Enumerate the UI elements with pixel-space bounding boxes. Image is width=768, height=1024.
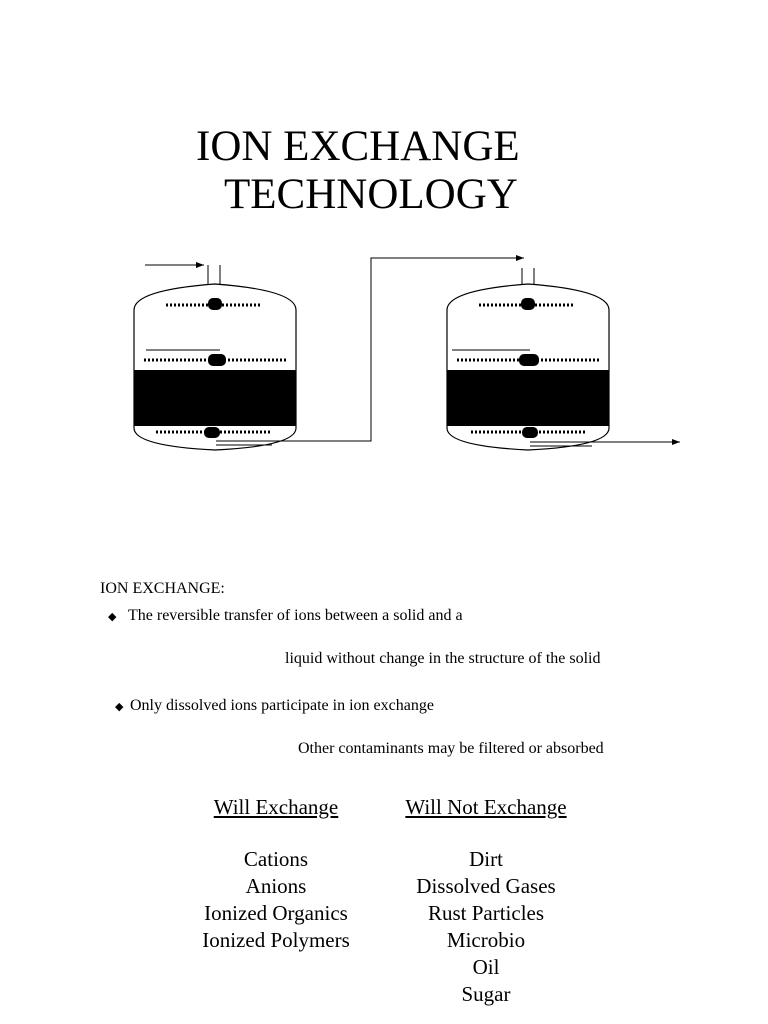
will-exchange-item: Anions [245,874,307,898]
bullet-2-glyph: ◆ [115,701,124,713]
bullet-2-line-1: Only dissolved ions participate in ion exchange [130,697,434,714]
bullet-2-line-2: Other contaminants may be filtered or absorbed [298,740,604,757]
will-exchange-heading: Will Exchange [213,795,339,819]
tank-2 [447,284,609,450]
bullet-1-line-1: The reversible transfer of ions between a solid and a [128,607,463,624]
tank-1 [134,284,296,450]
title-line-2: TECHNOLOGY [224,171,518,218]
will-exchange-column [156,795,396,954]
will-not-exchange-item: Microbio [446,928,526,952]
bullet-1-line-2: liquid without change in the structure of the solid [285,650,601,667]
bullet-1-glyph: ◆ [108,611,117,623]
will-not-exchange-column [366,795,606,1008]
will-exchange-item: Ionized Polymers [202,928,350,952]
will-not-exchange-heading: Will Not Exchange [405,795,567,819]
resin-bed-2 [447,370,609,426]
will-exchange-item: Ionized Organics [204,901,348,925]
will-not-exchange-item: Dirt [469,847,503,871]
ion-exchange-diagram [0,240,768,460]
definition-heading: ION EXCHANGE: [100,580,225,597]
will-not-exchange-item: Rust Particles [427,901,545,925]
will-not-exchange-item: Dissolved Gases [416,874,556,898]
will-not-exchange-item: Oil [472,955,500,979]
will-not-exchange-item: Sugar [461,982,511,1006]
will-exchange-item: Cations [243,847,309,871]
resin-bed-1 [134,370,296,426]
title-line-1: ION EXCHANGE [196,123,520,170]
